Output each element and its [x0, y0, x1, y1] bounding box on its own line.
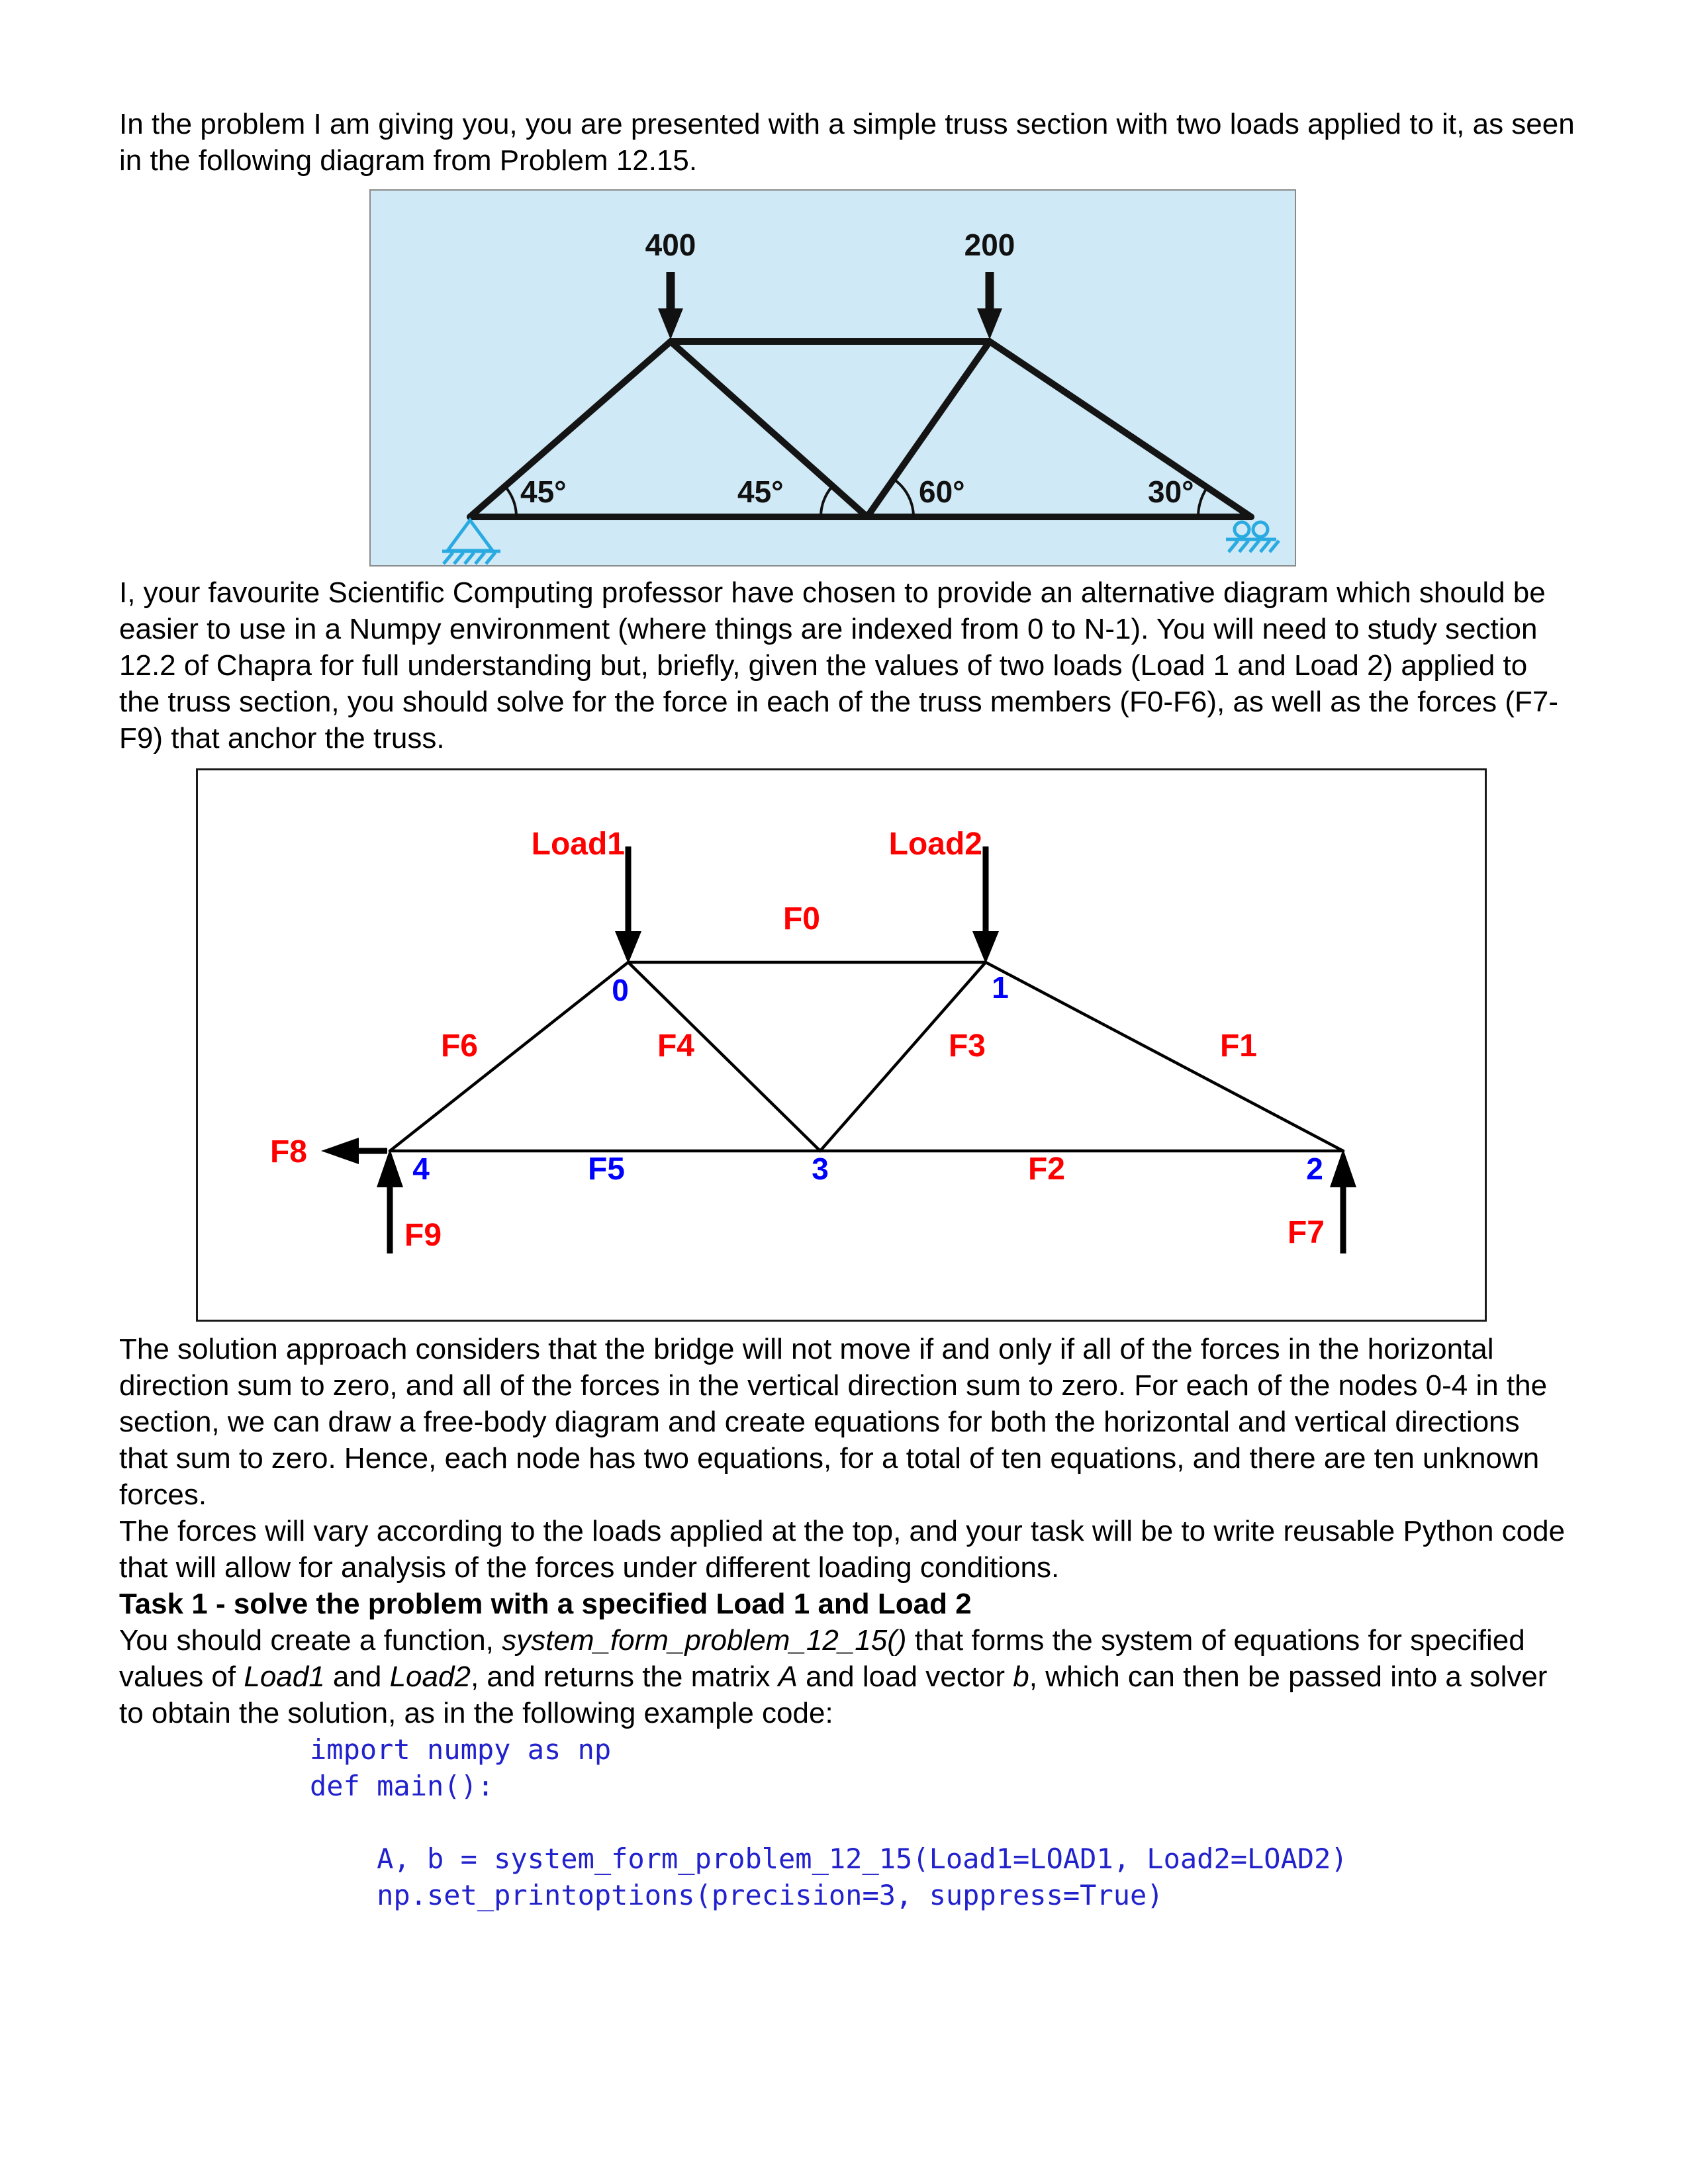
- truss2-members: [390, 962, 1343, 1151]
- f3-label: F3: [948, 1028, 986, 1064]
- angle-right-label: 30°: [1148, 475, 1194, 509]
- paragraph-alt-diagram: I, your favourite Scientific Computing professor have chosen to provide an alternative diagram which should be easier to use in a Numpy environment (where things are indexed from 0 to N-1). You will need to study section 12.2 of Chapra for full understanding but, briefly, given the values of two loads (Load 1 and Load 2) applied to the truss section, you should solve for the force in each of the truss members (F0-F6), as well as the forces (F7-F9) that anchor the truss.: [119, 576, 1559, 754]
- task1-load1-term: Load1: [244, 1661, 325, 1693]
- task1-text-segment: , which can then be passed into a solver to obtain the solution, as in the following example code:: [119, 1661, 1548, 1729]
- task1-load2-term: Load2: [389, 1661, 471, 1693]
- task1-text-segment: You should create a function,: [119, 1624, 502, 1657]
- f7-arrow: [1330, 1149, 1356, 1253]
- truss-diagram-original-svg: [369, 189, 1296, 567]
- angle-mid-left-label: 45°: [737, 475, 784, 509]
- code-line: np.set_printoptions(precision=3, suppress=True): [310, 1879, 1164, 1911]
- truss-diagram-numpy-svg: [198, 770, 1485, 1320]
- code-line: A, b = system_form_problem_12_15(Load1=LOAD1, Load2=LOAD2): [310, 1843, 1348, 1875]
- paragraph-solution-approach: The solution approach considers that the bridge will not move if and only if all of the forces in the horizontal direction sum to zero, and all of the forces in the vertical direction sum to zero. For each of the nodes 0-4 in the section, we can draw a free-body diagram and create equations for both the horizontal and vertical directions that sum to zero. Hence, each node has two equations, for a total of ten equations, and there are ten unknown forces.: [119, 1333, 1548, 1511]
- f7-label: F7: [1287, 1215, 1325, 1250]
- load2-arrowhead-icon: [972, 931, 999, 964]
- code-line: import numpy as np: [310, 1733, 612, 1766]
- member-f6: [390, 962, 628, 1151]
- task1-text-segment: , and returns the matrix: [470, 1661, 778, 1693]
- load2-arrow: [972, 846, 999, 964]
- f1-label: F1: [1219, 1028, 1258, 1064]
- node-2-label: 2: [1306, 1152, 1323, 1186]
- load-400-label: 400: [645, 228, 696, 262]
- node-4-label: 4: [412, 1152, 430, 1186]
- node-1-label: 1: [992, 970, 1009, 1005]
- diagram1-background: [370, 190, 1295, 566]
- task1-function-name: system_form_problem_12_15(): [502, 1624, 907, 1657]
- f4-label: F4: [657, 1028, 695, 1064]
- node-0-label: 0: [612, 973, 629, 1007]
- load1-label: Load1: [531, 827, 625, 862]
- code-block: [310, 1731, 1575, 1913]
- task1-text-segment: and: [324, 1661, 390, 1693]
- f8-arrowhead-icon: [321, 1138, 359, 1164]
- f9-label: F9: [404, 1218, 442, 1253]
- f2-label: F2: [1027, 1152, 1066, 1187]
- angle-mid-right-label: 60°: [919, 475, 965, 509]
- task1-matrix-a-term: A: [778, 1661, 798, 1693]
- load-200-label: 200: [964, 228, 1015, 262]
- task1-text-segment: that forms the system of equations for specified values of: [119, 1624, 1525, 1693]
- node-3-label: 3: [812, 1152, 829, 1186]
- paragraph-intro: In the problem I am giving you, you are presented with a simple truss section with two loads applied to it, as seen in the following diagram from Problem 12.15.: [119, 108, 1575, 177]
- f8-arrow: [321, 1138, 387, 1164]
- truss-diagram-numpy: [196, 768, 1487, 1322]
- load1-arrow: [615, 846, 641, 964]
- paragraph-forces-vary: The forces will vary according to the loads applied at the top, and your task will be to write reusable Python code that will allow for analysis of the forces under different loading conditions.: [119, 1515, 1566, 1584]
- task1-heading: Task 1 - solve the problem with a specified Load 1 and Load 2: [119, 1588, 972, 1620]
- code-line: [310, 1804, 1575, 1841]
- member-f1: [986, 962, 1343, 1151]
- f7-arrowhead-icon: [1330, 1149, 1356, 1187]
- f8-label: F8: [269, 1134, 308, 1169]
- paragraph-task1: [119, 1622, 1575, 1731]
- f9-arrow: [377, 1149, 403, 1253]
- f9-arrowhead-icon: [377, 1149, 403, 1187]
- f6-label: F6: [440, 1028, 479, 1064]
- code-line: def main():: [310, 1770, 494, 1802]
- task1-text-segment: and load vector: [797, 1661, 1013, 1693]
- f0-label: F0: [782, 901, 821, 936]
- task1-vector-b-term: b: [1013, 1661, 1029, 1693]
- load1-arrowhead-icon: [615, 931, 641, 964]
- f5-label: F5: [587, 1152, 626, 1187]
- load2-label: Load2: [888, 827, 982, 862]
- truss-diagram-original: [369, 189, 1296, 567]
- angle-left-label: 45°: [520, 475, 567, 509]
